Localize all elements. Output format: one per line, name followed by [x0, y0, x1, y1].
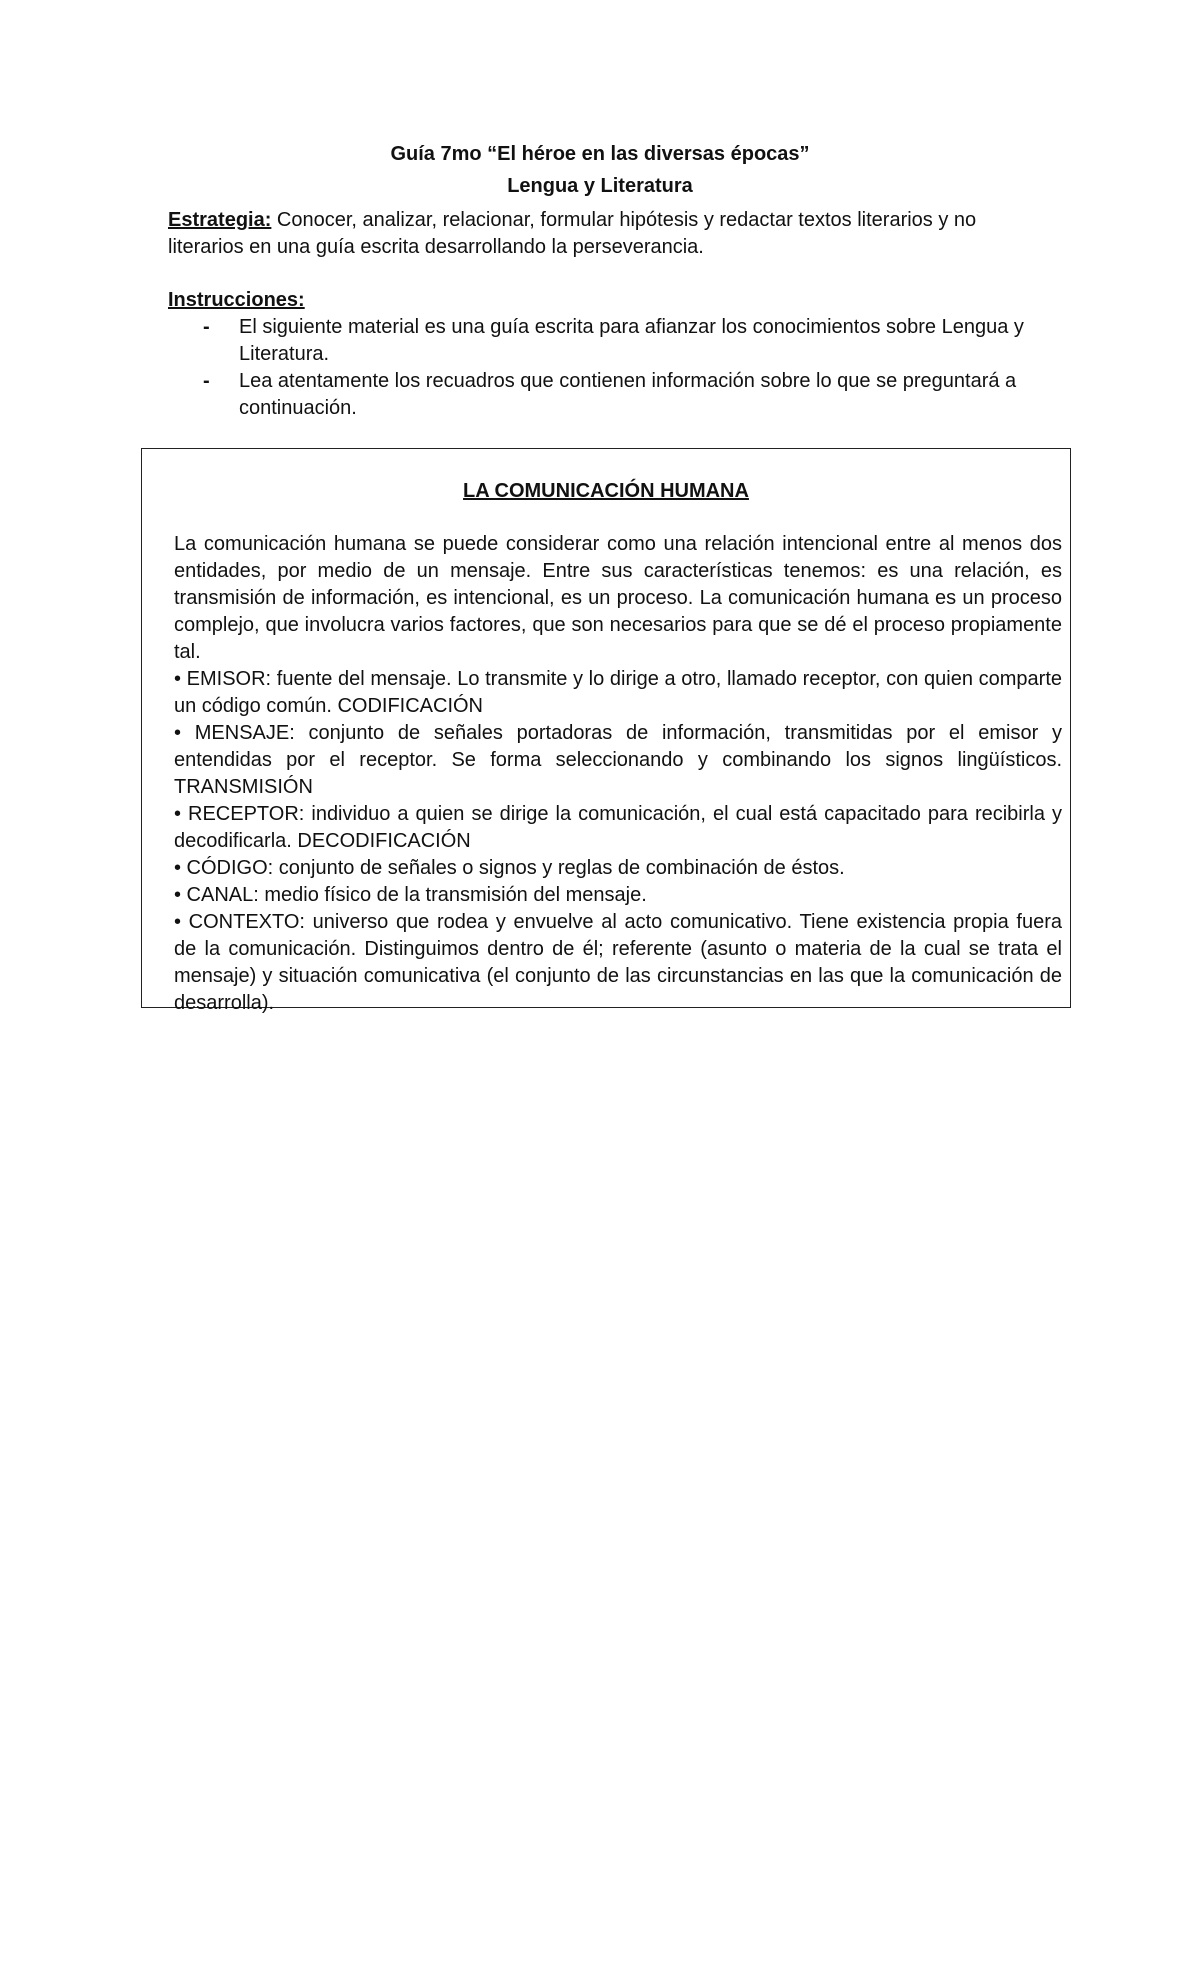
codigo-item: • CÓDIGO: conjunto de señales o signos y reglas de combinación de éstos.: [174, 857, 845, 879]
document-subtitle: Lengua y Literatura: [507, 175, 693, 197]
dash-bullet: -: [203, 370, 210, 392]
instruction-text: Lea atentamente los recuadros que contienen información sobre lo que se preguntará a continuación.: [239, 370, 1017, 419]
instructions-heading: [168, 287, 1040, 314]
intro-paragraph: La comunicación humana se puede considerar como una relación intencional entre al menos dos entidades, por medio de un mensaje. Entre sus características tenemos: es una relación, es transmisión de información, es intencional, es un proceso. La comunicación humana es un proceso complejo, que involucra varios factores, que son necesarios para que se dé el proceso propiamente tal.: [174, 533, 1062, 663]
emisor-item: • EMISOR: fuente del mensaje. Lo transmite y lo dirige a otro, llamado receptor, con quien comparte un código común. CODIFICACIÓN: [174, 668, 1062, 717]
canal-item: • CANAL: medio físico de la transmisión del mensaje.: [174, 884, 647, 906]
info-box: [141, 448, 1071, 1014]
dash-bullet: -: [203, 316, 210, 338]
instructions-list: [168, 314, 1040, 422]
document-title: Guía 7mo “El héroe en las diversas épocas”: [390, 143, 810, 165]
instructions-label: Instrucciones:: [168, 289, 305, 311]
list-item: [168, 368, 1040, 422]
mensaje-item: • MENSAJE: conjunto de señales portadoras de información, transmitidas por el emisor y entendidas por el receptor. Se forma seleccionando y combinando los signos lingüísticos. TRANSMISIÓN: [174, 722, 1062, 798]
strategy-text: Conocer, analizar, relacionar, formular hipótesis y redactar textos literarios y no literarios en una guía escrita desarrollando la perseverancia.: [168, 209, 977, 258]
instruction-text: El siguiente material es una guía escrita para afianzar los conocimientos sobre Lengua y Literatura.: [239, 316, 1024, 365]
strategy-label: Estrategia:: [168, 209, 272, 231]
info-box-body: [174, 531, 1062, 1017]
receptor-item: • RECEPTOR: individuo a quien se dirige la comunicación, el cual está capacitado para recibirla y decodificarla. DECODIFICACIÓN: [174, 803, 1062, 852]
contexto-item: • CONTEXTO: universo que rodea y envuelve al acto comunicativo. Tiene existencia propia fuera de la comunicación. Distinguimos dentro de él; referente (asunto o materia de la cual se trata el mensaje) y situación comunicativa (el conjunto de las circunstancias en las que la comunicación de desarrolla).: [174, 911, 1062, 1014]
strategy-paragraph: [168, 207, 1040, 261]
list-item: [168, 314, 1040, 368]
info-box-title: LA COMUNICACIÓN HUMANA: [463, 480, 749, 502]
